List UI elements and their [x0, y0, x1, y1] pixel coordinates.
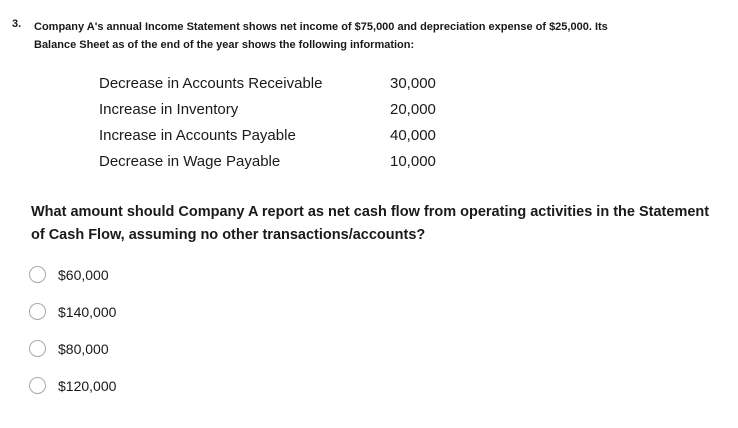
option-label[interactable]: $80,000	[58, 340, 109, 357]
radio-button[interactable]	[29, 266, 46, 283]
fact-label: Increase in Accounts Payable	[99, 127, 296, 144]
fact-row	[99, 97, 444, 123]
fact-row	[99, 123, 444, 149]
radio-button[interactable]	[29, 303, 46, 320]
fact-value: 30,000	[390, 75, 436, 92]
fact-row	[99, 149, 444, 175]
question-stem: Company A's annual Income Statement shows net income of $75,000 and depreciation expense of $25,000. Its Balance Sheet as of the end of the year shows the following information:	[34, 21, 608, 51]
answer-option[interactable]	[29, 256, 116, 293]
option-label[interactable]: $60,000	[58, 266, 109, 283]
fact-label: Decrease in Accounts Receivable	[99, 75, 323, 92]
answer-options	[29, 256, 116, 404]
facts-table	[99, 71, 444, 175]
fact-value: 40,000	[390, 127, 436, 144]
radio-button[interactable]	[29, 340, 46, 357]
fact-label: Increase in Inventory	[99, 101, 239, 118]
fact-row	[99, 71, 444, 97]
fact-label: Decrease in Wage Payable	[99, 153, 281, 170]
question-number: 3.	[12, 18, 22, 30]
answer-option[interactable]	[29, 330, 116, 367]
option-label[interactable]: $140,000	[58, 303, 117, 320]
fact-value: 10,000	[390, 153, 436, 170]
answer-option[interactable]	[29, 293, 116, 330]
fact-value: 20,000	[390, 101, 436, 118]
radio-button[interactable]	[29, 377, 46, 394]
option-label[interactable]: $120,000	[58, 377, 117, 394]
answer-option[interactable]	[29, 367, 116, 404]
question-prompt: What amount should Company A report as net cash flow from operating activities in the Statement of Cash Flow, assuming no other transactions/accounts?	[31, 204, 710, 243]
